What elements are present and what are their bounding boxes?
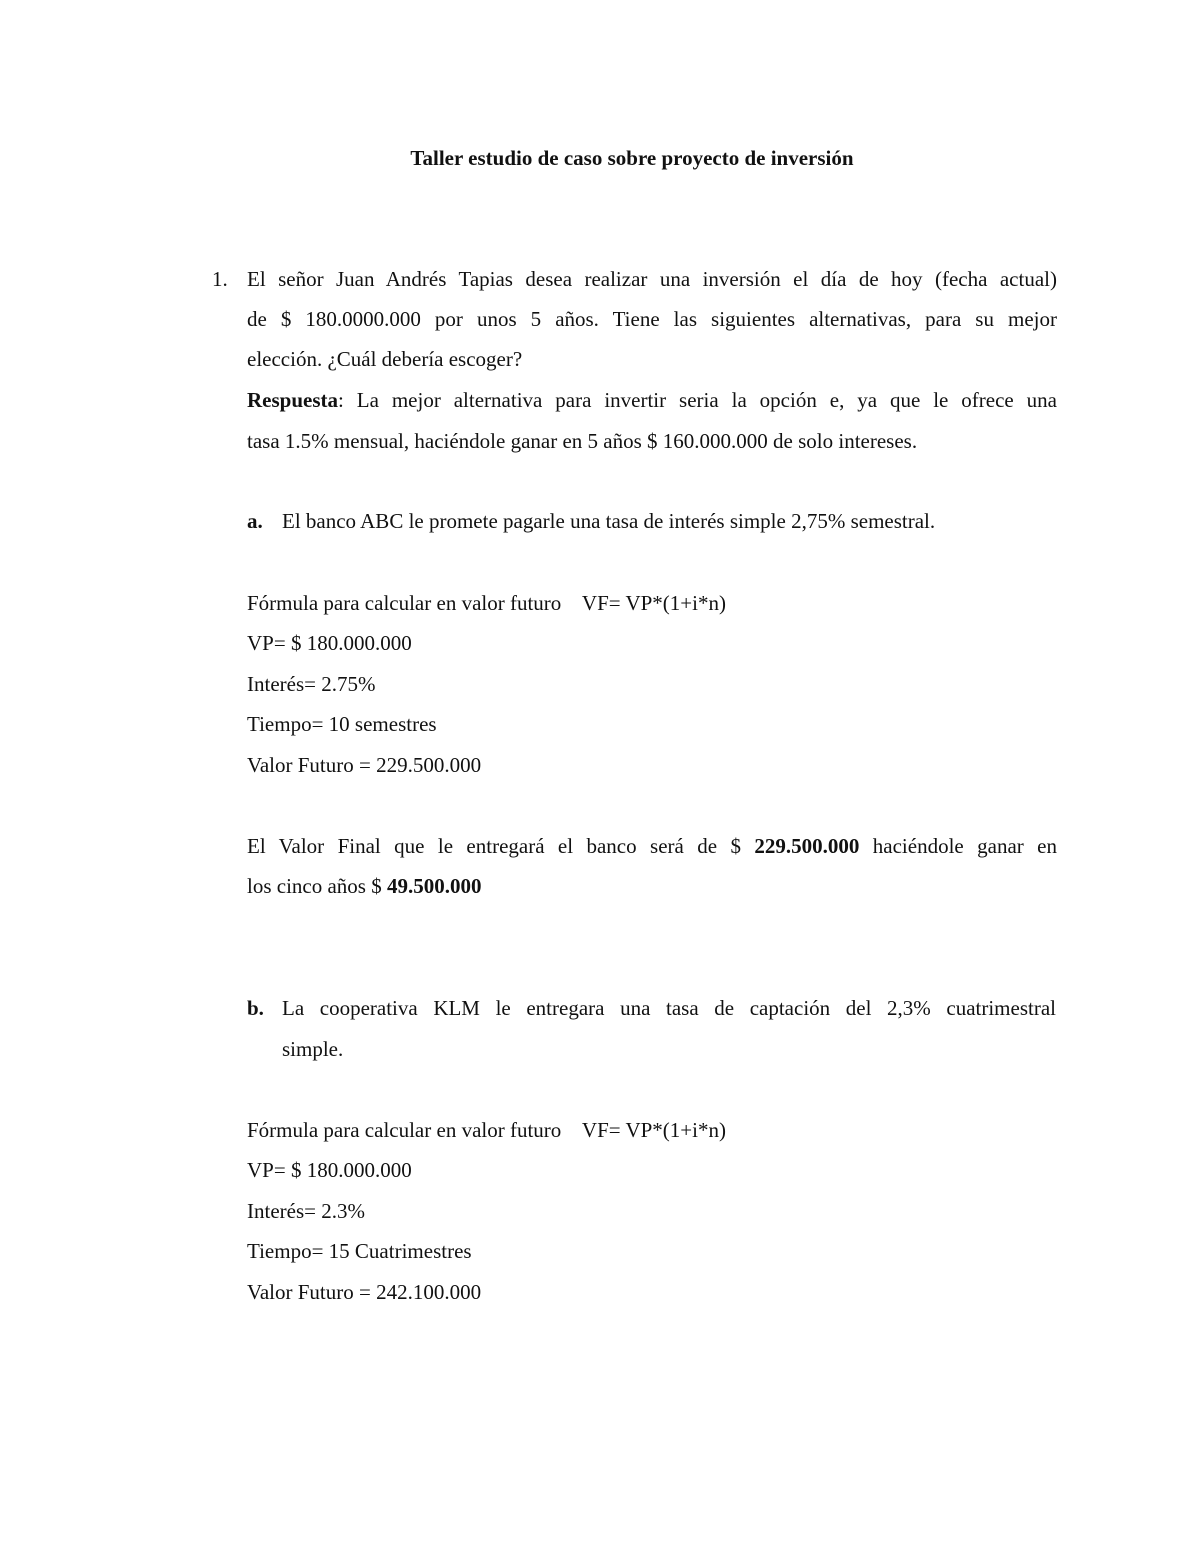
answer-text: : La mejor alternativa para invertir seria la opción e, ya que le ofrece una bbox=[338, 388, 1057, 412]
answer-label: Respuesta bbox=[247, 388, 339, 412]
question-text-line-1: El señor Juan Andrés Tapias desea realizar una inversión el día de hoy (fecha actual) bbox=[247, 267, 1057, 291]
option-a-vp: VP= $ 180.000.000 bbox=[247, 631, 412, 655]
question-text-line-3: elección. ¿Cuál debería escoger? bbox=[247, 347, 523, 371]
option-a-tiempo: Tiempo= 10 semestres bbox=[247, 712, 437, 736]
option-b-vp: VP= $ 180.000.000 bbox=[247, 1158, 412, 1182]
option-a-conclusion-line-1 bbox=[247, 833, 1057, 859]
option-a-interes: Interés= 2.75% bbox=[247, 672, 376, 696]
option-b-text-line-2: simple. bbox=[282, 1037, 344, 1061]
option-a-conclusion-line-2 bbox=[247, 873, 481, 899]
conclusion-text: El Valor Final que le entregará el banco será de $ bbox=[247, 834, 755, 858]
option-a-formula: Fórmula para calcular en valor futuro VF= VP*(1+i*n) bbox=[247, 591, 726, 615]
conclusion2-amount: 49.500.000 bbox=[386, 874, 482, 898]
conclusion-text-end: haciéndole ganar en bbox=[859, 834, 1057, 858]
option-b-valor-futuro: Valor Futuro = 242.100.000 bbox=[247, 1280, 482, 1304]
option-b-text-line-1: La cooperativa KLM le entregara una tasa de captación del 2,3% cuatrimestral bbox=[282, 996, 1056, 1020]
document-title: Taller estudio de caso sobre proyecto de inversión bbox=[410, 146, 854, 170]
option-b-formula: Fórmula para calcular en valor futuro VF= VP*(1+i*n) bbox=[247, 1118, 726, 1142]
question-number: 1. bbox=[212, 267, 228, 291]
answer-line-1 bbox=[247, 387, 1057, 413]
conclusion2-text: los cinco años $ bbox=[247, 874, 387, 898]
answer-line-2: tasa 1.5% mensual, haciéndole ganar en 5 años $ 160.000.000 de solo intereses. bbox=[247, 429, 918, 453]
option-a-text: El banco ABC le promete pagarle una tasa de interés simple 2,75% semestral. bbox=[282, 509, 936, 533]
option-a-letter: a. bbox=[247, 509, 263, 533]
option-b-tiempo: Tiempo= 15 Cuatrimestres bbox=[247, 1239, 472, 1263]
option-b-letter: b. bbox=[247, 996, 264, 1020]
question-text-line-2: de $ 180.0000.000 por unos 5 años. Tiene las siguientes alternativas, para su mejor bbox=[247, 307, 1057, 331]
option-a-valor-futuro: Valor Futuro = 229.500.000 bbox=[247, 753, 482, 777]
conclusion-amount: 229.500.000 bbox=[754, 834, 860, 858]
option-b-interes: Interés= 2.3% bbox=[247, 1199, 365, 1223]
